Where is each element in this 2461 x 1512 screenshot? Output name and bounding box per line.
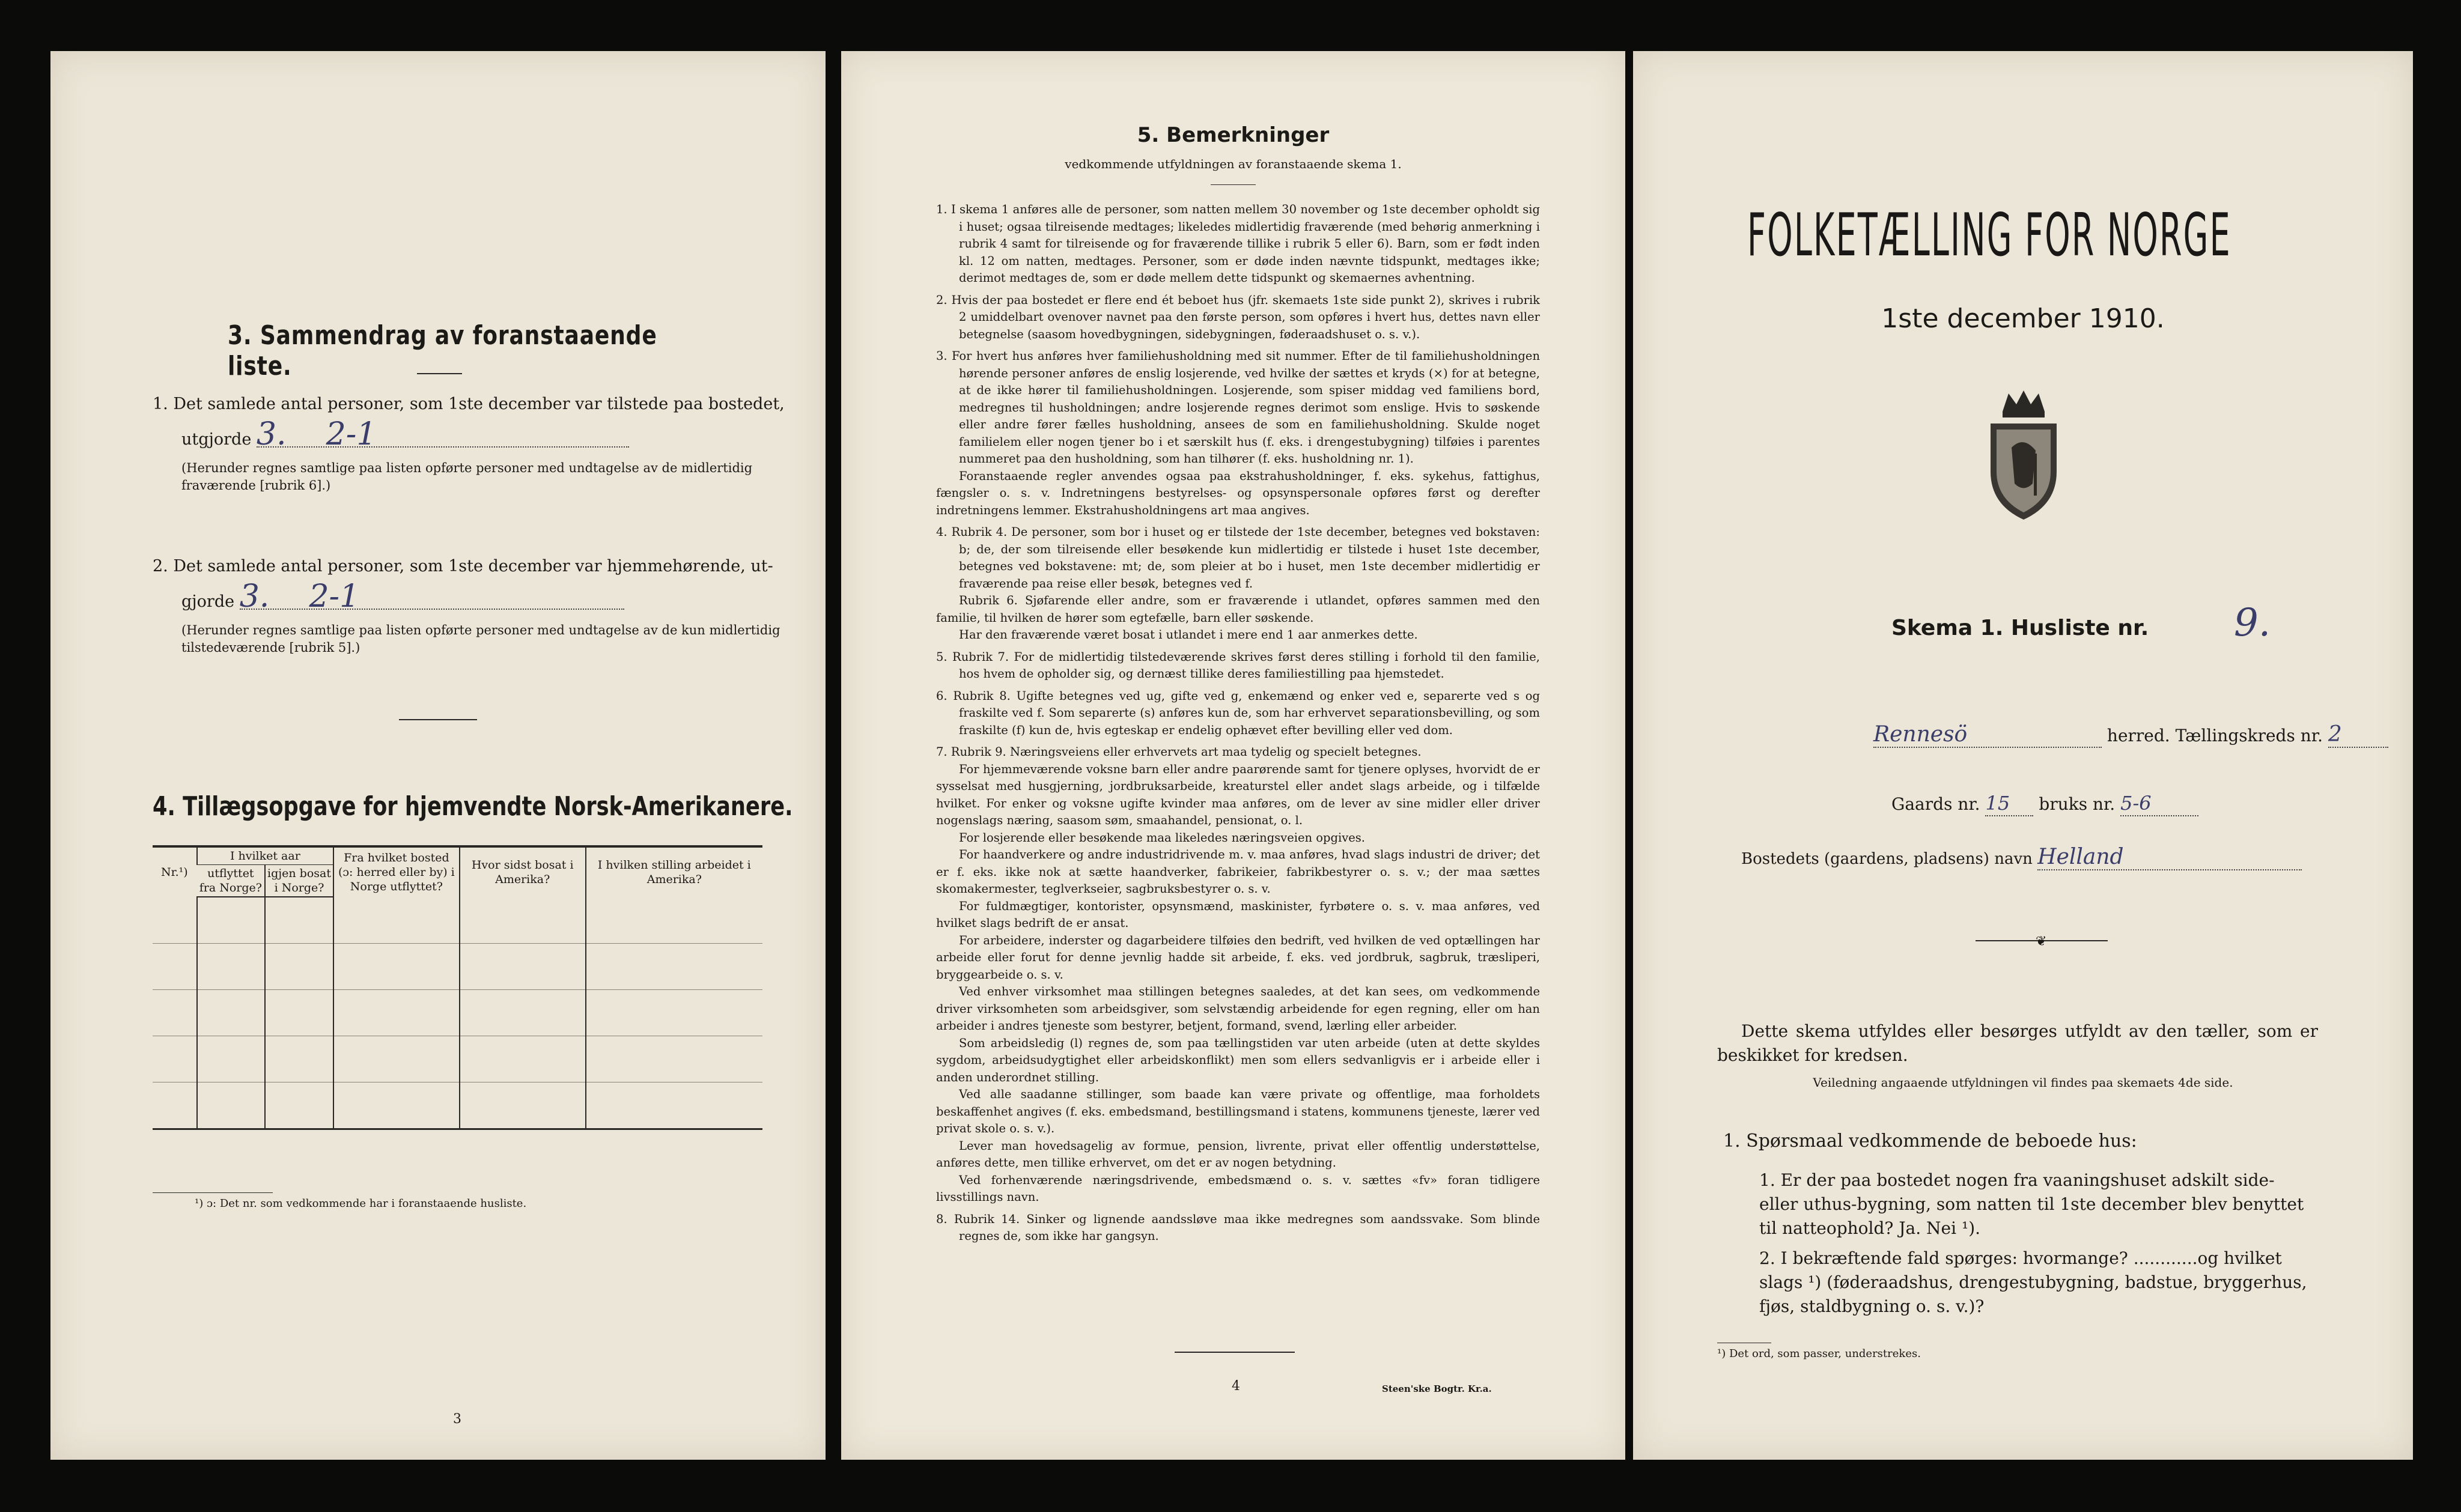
col-nr: Nr.¹) xyxy=(153,846,197,897)
skema-label: Skema 1. Husliste nr. xyxy=(1891,616,2149,640)
remark-7c: For losjerende eller besøkende maa likeledes næringsveien opgives. xyxy=(959,830,1365,845)
remark-7h: Som arbeidsledig (l) regnes de, som paa tællingstiden var uten arbeide (uten at dette skyldes sygdom, arbeidsudygtighet eller arbeidskonflikt) men som ellers sedvanligvis er i arbeide eller i anden underordnet stilling. xyxy=(936,1036,1540,1084)
remarks-body xyxy=(936,201,1540,1245)
remark-7: 7. Rubrik 9. Næringsveiens eller erhvervets art maa tydelig og specielt betegnes. xyxy=(936,745,1422,759)
remarks-title: 5. Bemerkninger xyxy=(1137,123,1330,147)
item2-utgjorde-label: gjorde xyxy=(181,592,235,611)
footnote: ¹) ɔ: Det nr. som vedkommende har i foranstaaende husliste. xyxy=(195,1197,527,1210)
divider xyxy=(1211,184,1256,185)
item1-text: 1. Det samlede antal personer, som 1ste december var tilstede paa bostedet, xyxy=(153,395,785,413)
table-row xyxy=(153,1082,762,1129)
item2-value: 3. 2-1 xyxy=(240,584,624,610)
section3-title: 3. Sammendrag av foranstaaende liste. xyxy=(228,320,657,381)
remark-6: 6. Rubrik 8. Ugifte betegnes ved ug, gifte ved g, enkemænd og enker ved e, separerte ved s og fraskilte ved f. Som separerte (s) anføres kun de, som har erhvervet separationsbevilling, og som fraskilte (f) kun de, hvis egteskap er endelig ophævet efter bevilling eller ved dom. xyxy=(936,688,1540,737)
remark-4: 4. Rubrik 4. De personer, som bor i huset og er tilstede der 1ste december, betegnes ved bokstaven: b; de, der som tilreisende eller besøkende kun midlertidig er tilstede i huset 1ste december, betegnes ved bokstavene: mt; de, som pleier at bo i huset, men 1ste december midlertidig er fraværende paa reise eller besøk, betegnes ved f. xyxy=(936,525,1540,591)
question-1-2: 2. I bekræftende fald spørges: hvormange? ............og hvilket slags ¹) (føderaadshus, drengestubygning, badstue, bryggerhus, fjøs, staldbygning o. s. v.)? xyxy=(1759,1248,2307,1316)
remark-7f: For arbeidere, inderster og dagarbeidere tilføies den bedrift, ved hvilken de ved optællingen har arbeide eller forut for denne jevnlig hadde sit arbeide, f. eks. ved jordbruk, sagbruk, træsliperi, bryggearbeide o. s. v. xyxy=(936,933,1540,982)
remark-5: 5. Rubrik 7. For de midlertidig tilstedeværende skrives først deres stilling i forhold til den familie, hos hvem de opholder sig, og dernæst tillike deres familiestilling paa hjemstedet. xyxy=(936,649,1540,681)
remark-4b: Rubrik 6. Sjøfarende eller andre, som er fraværende i utlandet, opføres sammen med den familie, til hvilken de hører som egtefælle, barn eller søskende. xyxy=(936,594,1540,625)
remark-7k: Ved forhenværende næringsdrivende, embedsmænd o. s. v. sættes «fv» foran tidligere livsstillings navn. xyxy=(936,1173,1540,1204)
remarks-subtitle: vedkommende utfyldningen av foranstaaende skema 1. xyxy=(1065,157,1402,171)
divider xyxy=(399,719,477,720)
col-from-where: Fra hvilket bosted (ɔ: herred eller by) i Norge utflyttet? xyxy=(333,846,460,897)
herred-label: herred. xyxy=(2107,726,2170,745)
bosted-value: Helland xyxy=(2037,845,2302,870)
divider xyxy=(1175,1352,1295,1353)
gaard-line xyxy=(1891,791,2198,816)
table-row xyxy=(153,944,762,990)
table-row xyxy=(153,1036,762,1082)
item1-utgjorde-label: utgjorde xyxy=(181,430,252,449)
bosted-label: Bostedets (gaardens, pladsens) navn xyxy=(1741,850,2033,868)
item1-value: 3. 2-1 xyxy=(257,422,629,448)
footnote-rule xyxy=(153,1192,273,1193)
col-returned: igjen bosat i Norge? xyxy=(265,865,333,897)
col-year-group: I hvilket aar xyxy=(197,846,333,865)
husliste-nr: 9. xyxy=(2234,601,2271,645)
remark-7j: Lever man hovedsagelig av formue, pension, livrente, privat eller offentlig understøttelse, anføres dette, men tillike erhvervet, om det er av nogen betydning. xyxy=(936,1138,1540,1170)
page-number: 4 xyxy=(1232,1379,1240,1394)
page-left xyxy=(50,51,826,1460)
gaards-label: Gaards nr. xyxy=(1891,794,1980,814)
item1-note: (Herunder regnes samtlige paa listen opførte personer med undtagelse av de midlertidig fraværende [rubrik 6].) xyxy=(181,461,753,493)
question-1-title: 1. Spørsmaal vedkommende de beboede hus: xyxy=(1723,1131,2137,1152)
printer-mark: Steen'ske Bogtr. Kr.a. xyxy=(1382,1383,1492,1394)
footnote: ¹) Det ord, som passer, understrekes. xyxy=(1717,1347,1921,1360)
remark-7i: Ved alle saadanne stillinger, som baade kan være private og offentlige, maa forholdets beskaffenhet angives (f. eks. embedsmand, bestillingsmand i statens, kommunens tjeneste, lærer ved privat skole o. s. v.). xyxy=(936,1087,1540,1135)
col-where-last: Hvor sidst bosat i Amerika? xyxy=(460,846,586,897)
herred-value: Rennesö xyxy=(1873,723,2102,748)
item2-note: (Herunder regnes samtlige paa listen opførte personer med undtagelse av de kun midlertidig tilstedeværende [rubrik 5].) xyxy=(181,623,780,655)
bosted-line xyxy=(1741,845,2302,871)
bruks-value: 5-6 xyxy=(2120,791,2198,816)
ornament-icon: ❦ xyxy=(2036,934,2047,949)
col-emigrated: utflyttet fra Norge? xyxy=(197,865,265,897)
kreds-value: 2 xyxy=(2328,723,2388,748)
section4-title: 4. Tillægsopgave for hjemvendte Norsk-Amerikanere. xyxy=(153,791,793,822)
remark-7g: Ved enhver virksomhet maa stillingen betegnes saaledes, at det kan sees, om vedkommende driver virksomheten som arbeidsgiver, som selvstændig arbeidende for egen regning, eller om han arbeider i andres tjeneste som bestyrer, betjent, formand, svend, lærling eller arbeider. xyxy=(936,985,1540,1033)
instruction-2: Veiledning angaaende utfyldningen vil findes paa skemaets 4de side. xyxy=(1813,1075,2233,1090)
remark-7b: For hjemmeværende voksne barn eller andre paarørende samt for tjenere oplyses, hvorvidt de er sysselsat med husgjerning, jordbruksarbeide, kreaturstel eller andet slags arbeide, og i tilfælde hvilket. For enker og voksne ugifte kvinder maa anføres, om de lever av sine midler eller driver nogenslags næring, saasom søm, smaahandel, pensionat, o. l. xyxy=(936,762,1540,827)
form-date: 1ste december 1910. xyxy=(1881,303,2165,334)
question-1-1: 1. Er der paa bostedet nogen fra vaaningshuset adskilt side- eller uthus-bygning, som natten til 1ste december blev benyttet til natteophold? Ja. Nei ¹). xyxy=(1759,1170,2304,1238)
item2-text: 2. Det samlede antal personer, som 1ste december var hjemmehørende, ut- xyxy=(153,557,773,575)
remark-1: 1. I skema 1 anføres alle de personer, som natten mellem 30 november og 1ste december opholdt sig i huset; ogsaa tilreisende medtages; likeledes midlertidig fraværende (med behørig anmerkning i rubrik 4 samt for tilreisende og for fraværende tillike i rubrik 5 eller 6). Barn, som er født inden kl. 12 om natten, medtages. Personer, som er døde inden nævnte tidspunkt, medtages ikke; derimot medtages de, som er døde mellem dette tidspunkt og skemaernes avhentning. xyxy=(936,202,1540,285)
col-position: I hvilken stilling arbeidet i Amerika? xyxy=(586,846,762,897)
instruction-1: Dette skema utfyldes eller besørges utfyldt av den tæller, som er beskikket for kredsen. xyxy=(1717,1021,2318,1065)
page-right xyxy=(1633,51,2413,1460)
gaards-value: 15 xyxy=(1985,791,2033,816)
page-middle xyxy=(841,51,1625,1460)
table-row xyxy=(153,897,762,944)
remark-2: 2. Hvis der paa bostedet er flere end ét beboet hus (jfr. skemaets 1ste side punkt 2), skrives i rubrik 2 umiddelbart ovenover navnet paa den første person, som opføres i hvert hus, dettes navn eller betegnelse (saasom hovedbygningen, sidebygningen, føderaadshuset o. s. v.). xyxy=(936,293,1540,341)
remark-4c: Har den fraværende været bosat i utlandet i mere end 1 aar anmerkes dette. xyxy=(959,628,1418,642)
item2-utgjorde xyxy=(181,578,818,615)
remark-3b: Foranstaaende regler anvendes ogsaa paa ekstrahusholdninger, f. eks. sykehus, fattighus, fængsler o. s. v. Indretningens bestyrelses- og opsynspersonale opføres først og derefter indretningens lemmer. Ekstrahusholdningens art maa angives. xyxy=(936,469,1540,517)
form-title: FOLKETÆLLING FOR NORGE xyxy=(1747,201,2231,270)
table-row xyxy=(153,990,762,1036)
item1-utgjorde xyxy=(181,416,818,452)
bruks-label: bruks nr. xyxy=(2039,794,2116,814)
coat-of-arms-icon xyxy=(1976,387,2072,526)
remark-3: 3. For hvert hus anføres hver familiehusholdning med sit nummer. Efter de til familiehusholdningen hørende personer anføres de enslig losjerende, ved hvilke der sættes et kryds (×) for at betegne, at de ikke hører til familiehusholdningen. Losjerende, som spiser middag ved familiens bord, medregnes til husholdningen; andre losjerende regnes derimot som enslige. Hvis to søskende eller andre fører fælles husholdning, ansees de som en familiehusholdning. Skulde noget familielem eller nogen tjener bo i et særskilt hus (f. eks. i drengestubygning) tilføies i parentes nummeret paa den husholdning, som han tilhører (f. eks. husholdning nr. 1). xyxy=(936,349,1540,466)
norsk-amerikanere-table xyxy=(153,845,762,1130)
kreds-label: Tællingskreds nr. xyxy=(2175,726,2323,745)
remark-8: 8. Rubrik 14. Sinker og lignende aandssløve maa ikke medregnes som aandssvake. Som blinde regnes de, som ikke har gangsyn. xyxy=(936,1212,1540,1243)
remark-7d: For haandverkere og andre industridrivende m. v. maa anføres, hvad slags industri de driver; det er f. eks. ikke nok at sætte haandverker, fabrikeier, fabrikbestyrer o. s. v.; der maa sættes skomakermester, teglverkseier, sagbruksbestyrer o. s. v. xyxy=(936,848,1540,896)
divider xyxy=(417,373,462,374)
remark-7e: For fuldmægtiger, kontorister, opsynsmænd, maskinister, fyrbøtere o. s. v. maa anføres, ved hvilket slags bedrift de er ansat. xyxy=(936,899,1540,930)
page-number: 3 xyxy=(453,1412,461,1427)
herred-line xyxy=(1873,723,2388,748)
